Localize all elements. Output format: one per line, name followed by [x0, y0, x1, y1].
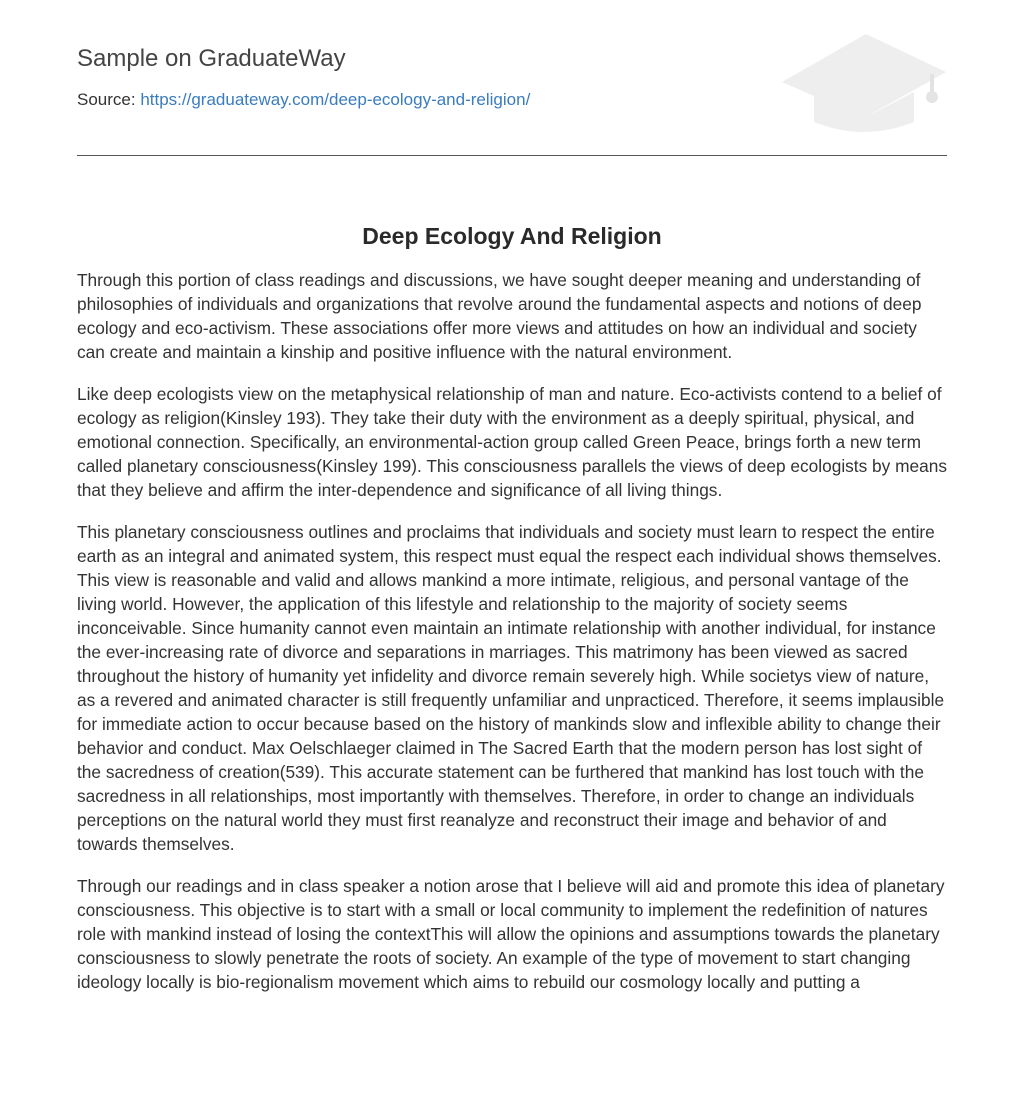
body-paragraph: Like deep ecologists view on the metaphysical relationship of man and nature. Eco-activists contend to a belief of ecology as religion(Kinsley 193). They take their duty with the environment as a deeply spiritual, physical, and emotional connection. Specifically, an environmental-action group called Green Peace, brings forth a new term called planetary consciousness(Kinsley 199). This consciousness parallels the views of deep ecologists by means that they believe and affirm the inter-dependence and significance of all living things.: [77, 384, 947, 500]
body-paragraph: This planetary consciousness outlines and proclaims that individuals and society must learn to respect the entire earth as an integral and animated system, this respect must equal the respect each individual shows themselves. This view is reasonable and valid and allows mankind a more intimate, religious, and personal vantage of the living world. However, the application of this lifestyle and relationship to the majority of society seems inconceivable. Since humanity cannot even maintain an intimate relationship with another individual, for instance the ever-increasing rate of divorce and separations in marriages. This matrimony has been viewed as sacred throughout the history of humanity yet infidelity and divorce remain severely high. While societys view of nature, as a revered and animated character is still frequently unfamiliar and unpracticed. Therefore, it seems implausible for immediate action to occur because based on the history of mankinds slow and inflexible ability to change their behavior and conduct. Max Oelschlaeger claimed in The Sacred Earth that the modern person has lost sight of the sacredness of creation(539). This accurate statement can be furthered that mankind has lost touch with the sacredness in all relationships, most importantly with themselves. Therefore, in order to change an individuals perceptions on the natural world they must first reanalyze and reconstruct their image and behavior of and towards themselves.: [77, 522, 945, 854]
source-link[interactable]: https://graduateway.com/deep-ecology-and-religion/: [140, 90, 531, 109]
page-header: [77, 0, 947, 156]
body-paragraph: Through our readings and in class speaker a notion arose that I believe will aid and promote this idea of planetary consciousness. This objective is to start with a small or local community to implement the redefinition of natures role with mankind instead of losing the contextThis will allow the opinions and assumptions towards the planetary consciousness to slowly penetrate the roots of society. An example of the type of movement to start changing ideology locally is bio-regionalism movement which aims to rebuild our cosmology locally and putting a: [77, 876, 945, 992]
source-line: [77, 89, 530, 111]
header-divider: [77, 155, 947, 156]
body-paragraph: Through this portion of class readings and discussions, we have sought deeper meaning and understanding of philosophies of individuals and organizations that revolve around the fundamental aspects and notions of deep ecology and eco-activism. These associations offer more views and attitudes on how an individual and society can create and maintain a kinship and positive influence with the natural environment.: [77, 270, 922, 362]
document-title: Deep Ecology And Religion: [362, 223, 662, 250]
document-body: [77, 268, 947, 1012]
site-title: Sample on GraduateWay: [77, 45, 346, 72]
graduation-cap-icon: [780, 30, 950, 134]
source-label: Source:: [77, 90, 136, 109]
